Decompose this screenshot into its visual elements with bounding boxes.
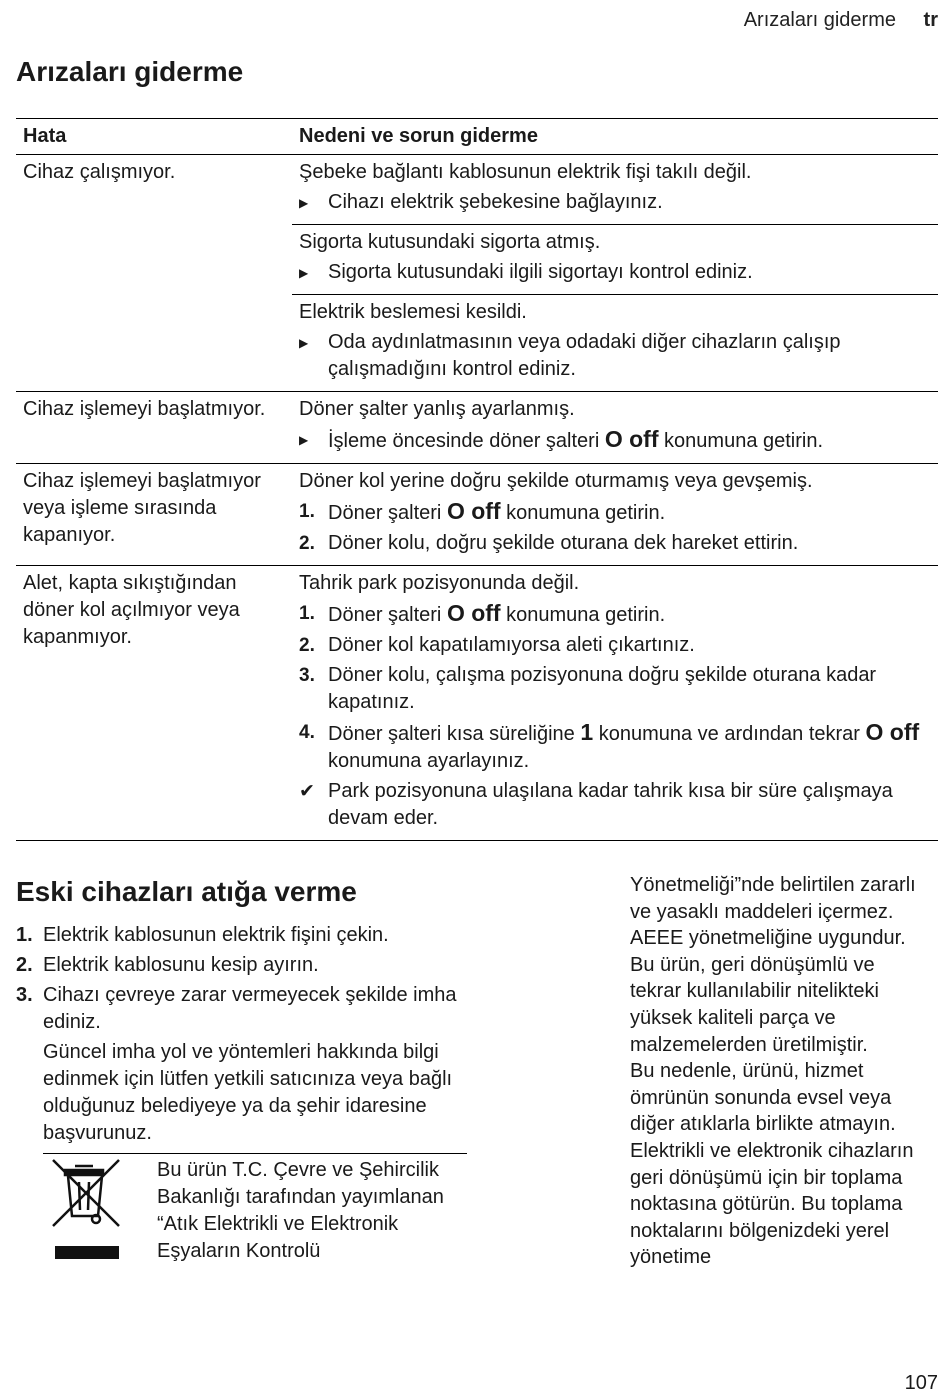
remedy-item: 1. Döner şalteri O off konumuna getirin. bbox=[299, 600, 666, 626]
switch-off-symbol: O off bbox=[446, 600, 501, 626]
arrow-bullet-icon: ▶ bbox=[299, 266, 309, 280]
remedy-item: ▶ İşleme öncesinde döner şalteri O off konumuna getirin. bbox=[299, 426, 824, 452]
paragraph: Yönetmeliği”nde belirtilen zararlı ve yasaklı maddeleri içermez. bbox=[630, 874, 916, 923]
remedy-item: 3. Döner kolu, çalışma pozisyonuna doğru şekilde oturana kadar kapatınız. bbox=[299, 664, 877, 713]
arrow-bullet-icon: ▶ bbox=[299, 196, 309, 210]
cause-text: Elektrik beslemesi kesildi. bbox=[299, 301, 527, 323]
cause-text: Tahrik park pozisyonunda değil. bbox=[299, 572, 580, 594]
crossed-out-wheelie-bin-icon bbox=[51, 1158, 123, 1270]
running-header-section: Arızaları giderme bbox=[743, 9, 896, 31]
paragraph: Bu nedenle, ürünü, hizmet ömrünün sonunda evsel veya diğer atıklarla birlikte atmayın. Elektrikli ve elektronik cihazların geri dönüşümü için bir toplama noktasına götürün. Bu toplama noktalarını bölgenizdeki yerel yönetime bbox=[630, 1060, 914, 1269]
weee-notice bbox=[43, 1153, 467, 1265]
remedy-list bbox=[299, 600, 932, 832]
step-number: 1. bbox=[299, 501, 315, 522]
column-header-fault: Hata bbox=[16, 119, 292, 155]
arrow-bullet-icon: ▶ bbox=[299, 433, 309, 447]
cause-text: Döner kol yerine doğru şekilde oturmamış veya gevşemiş. bbox=[299, 470, 813, 492]
cause-cell bbox=[292, 225, 938, 295]
page-number: 107 bbox=[904, 1372, 938, 1394]
step-number: 2. bbox=[299, 635, 315, 656]
step-number: 2. bbox=[299, 533, 315, 554]
paragraph: AEEE yönetmeliğine uygundur. bbox=[630, 927, 906, 950]
step-number: 3. bbox=[16, 984, 33, 1006]
step-number: 3. bbox=[299, 665, 315, 686]
disposal-note: Güncel imha yol ve yöntemleri hakkında bilgi edinmek için lütfen yetkili satıcınıza veya bağlı olduğunuz belediyeye ya da şehir idaresine başvurunuz. bbox=[43, 1041, 453, 1144]
step-number: 2. bbox=[16, 954, 33, 976]
cause-cell bbox=[292, 392, 938, 464]
running-header bbox=[744, 9, 938, 32]
switch-off-symbol: O off bbox=[865, 719, 920, 745]
remedy-list bbox=[299, 259, 932, 286]
step-number: 1. bbox=[16, 924, 33, 946]
column-header-cause: Nedeni ve sorun giderme bbox=[292, 119, 938, 155]
disposal-steps-list bbox=[16, 922, 468, 1036]
weee-text: Bu ürün T.C. Çevre ve Şehircilik Bakanlığı tarafından yayımlanan “Atık Elektrikli ve Elektronik Eşyaların Kontrolü bbox=[157, 1159, 444, 1262]
remedy-item: ▶ Sigorta kutusundaki ilgili sigortayı kontrol ediniz. bbox=[299, 259, 932, 286]
list-item: 3. Cihazı çevreye zarar vermeyecek şekilde imha ediniz. bbox=[16, 984, 457, 1033]
checkmark-icon: ✔ bbox=[299, 781, 315, 802]
fault-cell: Cihaz çalışmıyor. bbox=[16, 155, 292, 392]
remedy-list bbox=[299, 426, 932, 455]
switch-off-symbol: O off bbox=[604, 426, 659, 452]
table-row bbox=[16, 464, 938, 566]
cause-cell bbox=[292, 295, 938, 392]
table-row bbox=[16, 155, 938, 225]
remedy-item: ▶ Cihazı elektrik şebekesine bağlayınız. bbox=[299, 189, 932, 216]
remedy-list bbox=[299, 498, 932, 557]
cause-text: Döner şalter yanlış ayarlanmış. bbox=[299, 398, 575, 420]
table-header-row bbox=[16, 119, 938, 155]
fault-cell: Cihaz işlemeyi başlatmıyor veya işleme sırasında kapanıyor. bbox=[16, 464, 292, 566]
cause-text: Sigorta kutusundaki sigorta atmış. bbox=[299, 231, 601, 253]
remedy-item: 2. Döner kolu, doğru şekilde oturana dek hareket ettirin. bbox=[299, 530, 932, 557]
section-title-troubleshooting: Arızaları giderme bbox=[16, 56, 244, 87]
fault-cell: Alet, kapta sıkıştığından döner kol açılmıyor veya kapanmıyor. bbox=[16, 566, 292, 841]
fault-cell: Cihaz işlemeyi başlatmıyor. bbox=[16, 392, 292, 464]
remedy-item: 1. Döner şalteri O off konumuna getirin. bbox=[299, 498, 666, 524]
remedy-list bbox=[299, 329, 932, 383]
cause-cell bbox=[292, 155, 938, 225]
disposal-right-column bbox=[630, 872, 930, 1271]
language-code: tr bbox=[923, 9, 938, 31]
step-number: 1. bbox=[299, 603, 315, 624]
list-item: 1. Elektrik kablosunun elektrik fişini çekin. bbox=[16, 922, 468, 949]
remedy-item: 2. Döner kol kapatılamıyorsa aleti çıkartınız. bbox=[299, 632, 932, 659]
table-row bbox=[16, 392, 938, 464]
cause-cell bbox=[292, 566, 938, 841]
troubleshooting-table bbox=[16, 118, 938, 841]
arrow-bullet-icon: ▶ bbox=[299, 336, 309, 350]
section-title-disposal: Eski cihazları atığa verme bbox=[16, 876, 357, 907]
cause-cell bbox=[292, 464, 938, 566]
switch-on-symbol: 1 bbox=[580, 719, 594, 745]
cause-text: Şebeke bağlantı kablosunun elektrik fişi takılı değil. bbox=[299, 161, 752, 183]
remedy-item: ✔ Park pozisyonuna ulaşılana kadar tahrik kısa bir süre çalışmaya devam eder. bbox=[299, 780, 893, 829]
switch-off-symbol: O off bbox=[446, 498, 501, 524]
list-item: 2. Elektrik kablosunu kesip ayırın. bbox=[16, 952, 468, 979]
remedy-item: 4. Döner şalteri kısa süreliğine 1 konumuna ve ardından tekrar O off konumuna ayarlayınız. bbox=[299, 719, 920, 772]
disposal-instructions bbox=[16, 922, 468, 1147]
remedy-list bbox=[299, 189, 932, 216]
paragraph: Bu ürün, geri dönüşümlü ve tekrar kullanılabilir nitelikteki yüksek kaliteli parça ve malzemelerden üretilmiştir. bbox=[630, 953, 879, 1056]
table-row bbox=[16, 566, 938, 841]
step-number: 4. bbox=[299, 722, 315, 743]
remedy-item: ▶ Oda aydınlatmasının veya odadaki diğer cihazların çalışıp çalışmadığını kontrol ediniz. bbox=[299, 331, 841, 380]
